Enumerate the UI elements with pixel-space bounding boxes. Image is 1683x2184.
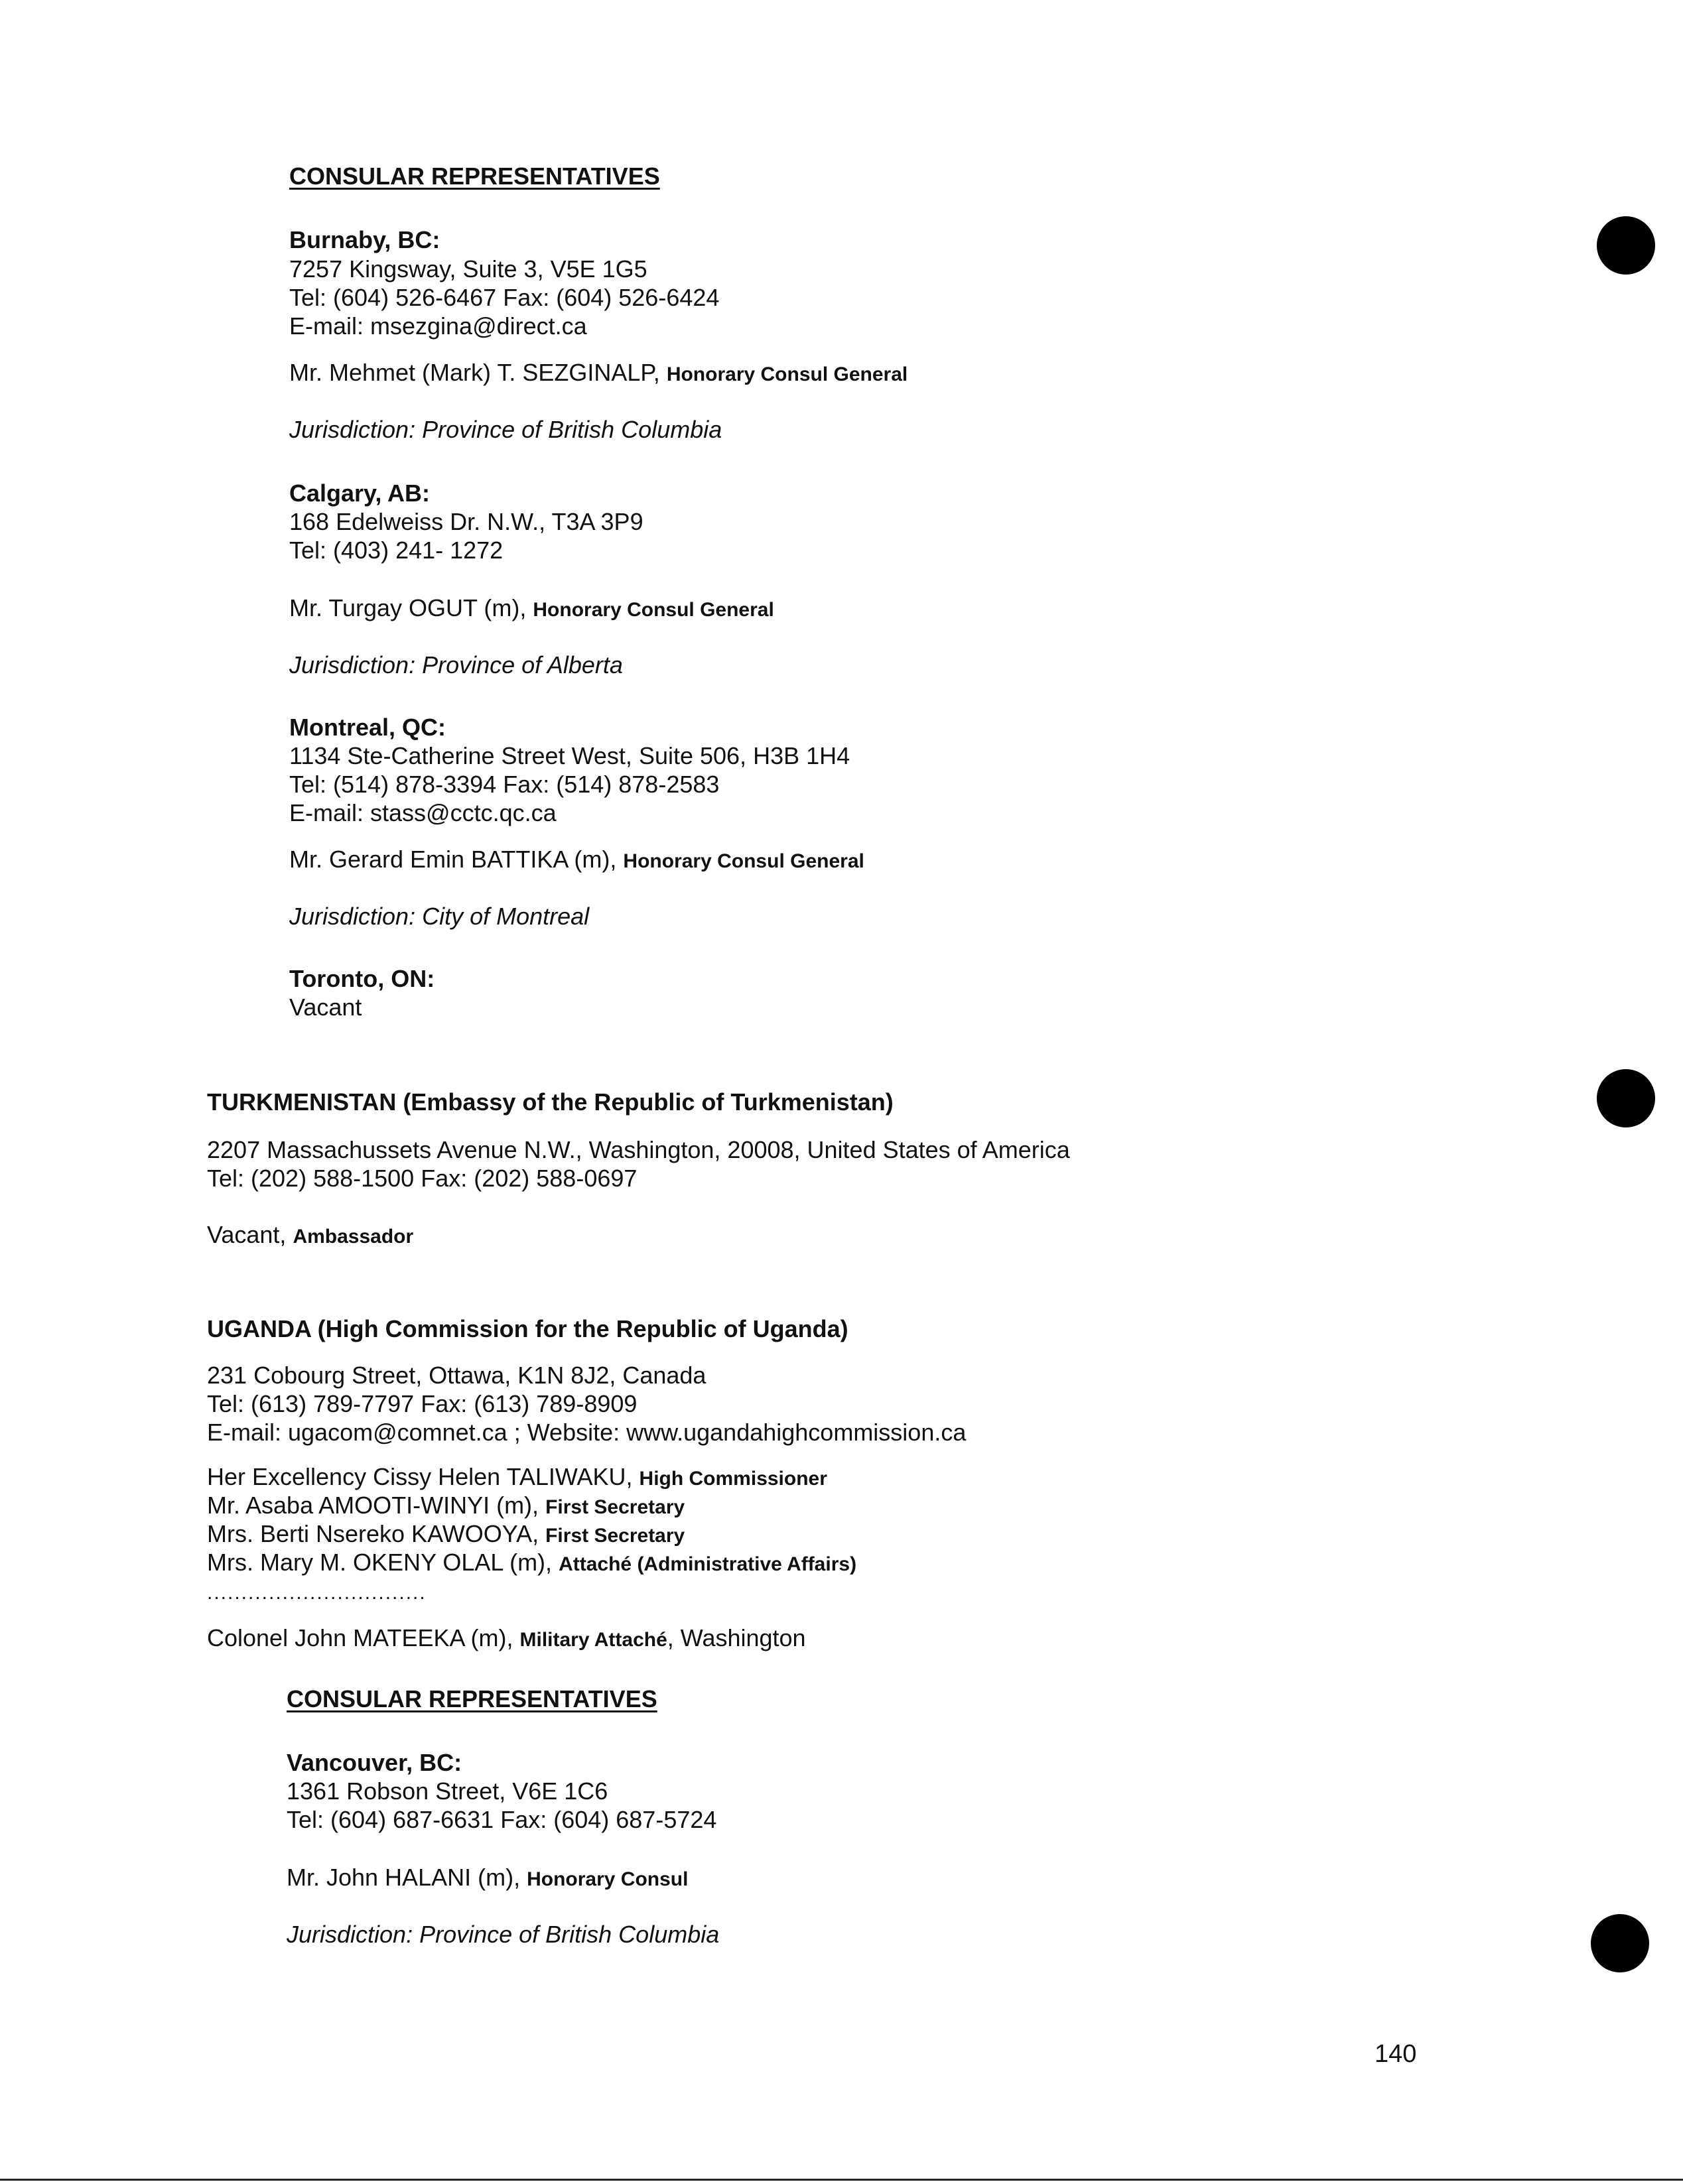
burnaby-jurisdiction: Jurisdiction: Province of British Columbia (289, 416, 722, 443)
vancouver-address: 1361 Robson Street, V6E 1C6 (287, 1777, 608, 1805)
staff-name: Mrs. Mary M. OKENY OLAL (m), (207, 1549, 553, 1576)
turkmenistan-heading: TURKMENISTAN (Embassy of the Republic of Turkmenistan) (207, 1088, 894, 1116)
toronto-status: Vacant (289, 994, 362, 1021)
toronto-city: Toronto, ON: (289, 965, 435, 992)
calgary-title: Honorary Consul General (533, 599, 774, 621)
vancouver-consul (287, 1863, 688, 1894)
punch-hole (1591, 1914, 1649, 1972)
staff-title: Attaché (Administrative Affairs) (559, 1553, 857, 1575)
burnaby-tel: Tel: (604) 526-6467 Fax: (604) 526-6424 (289, 284, 720, 311)
turkmenistan-address: 2207 Massachussets Avenue N.W., Washington, 20008, United States of America (207, 1136, 1070, 1163)
calgary-jurisdiction: Jurisdiction: Province of Alberta (289, 651, 623, 678)
uganda-staff-row (207, 1491, 685, 1522)
military-suffix: , Washington (667, 1624, 806, 1651)
turkmenistan-tel: Tel: (202) 588-1500 Fax: (202) 588-0697 (207, 1165, 638, 1192)
vancouver-tel: Tel: (604) 687-6631 Fax: (604) 687-5724 (287, 1806, 717, 1833)
turkmenistan-person: Vacant, (207, 1221, 287, 1248)
vancouver-title: Honorary Consul (527, 1868, 689, 1890)
uganda-staff-row (207, 1462, 827, 1494)
turkmenistan-ambassador (207, 1220, 413, 1252)
burnaby-consul (289, 358, 908, 389)
turkmenistan-title: Ambassador (293, 1226, 414, 1248)
staff-name: Mrs. Berti Nsereko KAWOOYA, (207, 1520, 539, 1547)
uganda-staff-row (207, 1548, 856, 1579)
montreal-person: Mr. Gerard Emin BATTIKA (m), (289, 846, 617, 873)
uganda-heading: UGANDA (High Commission for the Republic of Uganda) (207, 1315, 848, 1342)
montreal-tel: Tel: (514) 878-3394 Fax: (514) 878-2583 (289, 771, 720, 798)
page-number: 140 (1375, 2040, 1417, 2068)
scan-edge-rule (0, 2179, 1683, 2181)
staff-title: First Secretary (545, 1525, 685, 1547)
calgary-tel: Tel: (403) 241- 1272 (289, 537, 504, 564)
uganda-consular-heading: CONSULAR REPRESENTATIVES (287, 1685, 657, 1712)
burnaby-person: Mr. Mehmet (Mark) T. SEZGINALP, (289, 359, 660, 386)
military-title: Military Attaché (519, 1629, 667, 1651)
punch-hole (1597, 1069, 1655, 1127)
uganda-address: 231 Cobourg Street, Ottawa, K1N 8J2, Canada (207, 1362, 707, 1389)
calgary-consul (289, 594, 774, 625)
vancouver-city: Vancouver, BC: (287, 1749, 462, 1776)
montreal-city: Montreal, QC: (289, 714, 446, 741)
burnaby-title: Honorary Consul General (666, 363, 908, 385)
montreal-jurisdiction: Jurisdiction: City of Montreal (289, 903, 590, 930)
montreal-address: 1134 Ste-Catherine Street West, Suite 506, H3B 1H4 (289, 742, 850, 769)
calgary-city: Calgary, AB: (289, 480, 431, 507)
uganda-tel: Tel: (613) 789-7797 Fax: (613) 789-8909 (207, 1390, 638, 1417)
staff-name: Her Excellency Cissy Helen TALIWAKU, (207, 1463, 633, 1490)
burnaby-address: 7257 Kingsway, Suite 3, V5E 1G5 (289, 255, 647, 283)
staff-name: Mr. Asaba AMOOTI-WINYI (m), (207, 1492, 539, 1519)
vancouver-jurisdiction: Jurisdiction: Province of British Columbia (287, 1921, 720, 1948)
vancouver-person: Mr. John HALANI (m), (287, 1864, 521, 1891)
uganda-email: E-mail: ugacom@comnet.ca ; Website: www.ugandahighcommission.ca (207, 1419, 967, 1446)
military-name: Colonel John MATEEKA (m), (207, 1624, 513, 1651)
staff-title: High Commissioner (639, 1468, 827, 1490)
staff-title: First Secretary (545, 1496, 685, 1518)
dotted-separator: ................................ (207, 1582, 427, 1604)
montreal-consul (289, 845, 864, 876)
calgary-person: Mr. Turgay OGUT (m), (289, 594, 527, 621)
montreal-title: Honorary Consul General (623, 850, 864, 872)
punch-hole (1597, 216, 1655, 275)
consular-heading: CONSULAR REPRESENTATIVES (289, 162, 660, 190)
military-attache-row (207, 1624, 806, 1655)
montreal-email: E-mail: stass@cctc.qc.ca (289, 799, 557, 826)
calgary-address: 168 Edelweiss Dr. N.W., T3A 3P9 (289, 508, 643, 535)
uganda-staff-row (207, 1519, 685, 1551)
burnaby-city: Burnaby, BC: (289, 226, 440, 253)
burnaby-email: E-mail: msezgina@direct.ca (289, 312, 587, 340)
